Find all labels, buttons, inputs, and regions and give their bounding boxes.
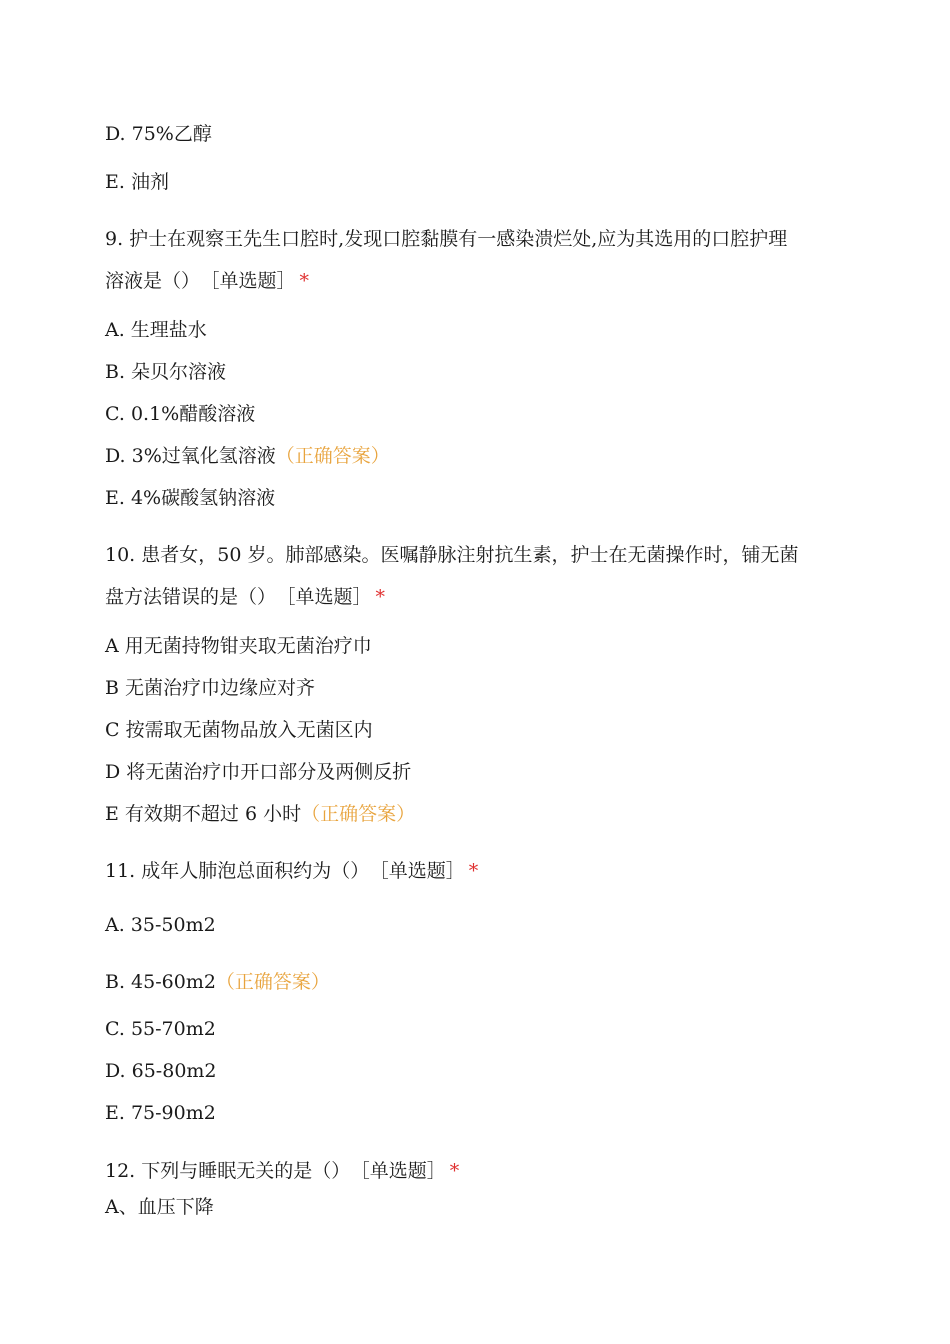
question-10 [105, 534, 845, 618]
question-text-line1: 9. 护士在观察王先生口腔时,发现口腔黏膜有一感染溃烂处,应为其选用的口腔护理 [105, 228, 788, 250]
question-type: ［单选题］ [379, 860, 465, 882]
option-q11-e[interactable] [105, 1099, 216, 1127]
option-text: E. 4%碳酸氢钠溶液 [105, 487, 276, 509]
option-q9-d[interactable] [105, 442, 390, 470]
option-q8-e[interactable] [105, 168, 169, 196]
required-asterisk: * [299, 270, 310, 292]
option-q9-b[interactable] [105, 358, 226, 386]
required-asterisk: * [449, 1160, 460, 1182]
option-q11-a[interactable] [105, 911, 216, 939]
option-q10-b[interactable] [105, 674, 315, 702]
question-type: ［单选题］ [286, 586, 372, 608]
question-9 [105, 218, 845, 302]
option-text: A 用无菌持物钳夹取无菌治疗巾 [105, 635, 372, 657]
option-text: D. 65-80m2 [105, 1060, 217, 1082]
option-q11-c[interactable] [105, 1015, 216, 1043]
correct-answer-tag: （正确答案） [301, 803, 416, 825]
option-q9-a[interactable] [105, 316, 207, 344]
correct-answer-tag: （正确答案） [215, 971, 330, 993]
question-11 [105, 857, 478, 885]
option-q8-d[interactable] [105, 120, 212, 148]
option-text: C. 55-70m2 [105, 1018, 216, 1040]
option-q9-e[interactable] [105, 484, 275, 512]
question-12 [105, 1157, 459, 1185]
option-text: E 有效期不超过 6 小时 [105, 803, 302, 825]
option-q12-a[interactable] [105, 1193, 214, 1221]
option-q10-a[interactable] [105, 632, 372, 660]
option-q10-e[interactable] [105, 800, 415, 828]
option-text: D 将无菌治疗巾开口部分及两侧反折 [105, 761, 412, 783]
option-q11-b[interactable] [105, 968, 330, 996]
option-q11-d[interactable] [105, 1057, 217, 1085]
option-text: D. 3%过氧化氢溶液 [105, 445, 276, 467]
option-q9-c[interactable] [105, 400, 255, 428]
question-text-line2: 溶液是（） ［单选题］ * [105, 270, 310, 292]
correct-answer-tag: （正确答案） [275, 445, 390, 467]
question-text-line1: 10. 患者女，50 岁。肺部感染。医嘱静脉注射抗生素，护士在无菌操作时，铺无菌 [105, 544, 799, 566]
option-text: E. 油剂 [105, 171, 169, 193]
question-text: 11. 成年人肺泡总面积约为（） [105, 860, 370, 882]
option-q10-d[interactable] [105, 758, 411, 786]
question-type: ［单选题］ [360, 1160, 446, 1182]
option-text: B 无菌治疗巾边缘应对齐 [105, 677, 316, 699]
option-text: E. 75-90m2 [105, 1102, 216, 1124]
required-asterisk: * [468, 860, 479, 882]
question-text: 12. 下列与睡眠无关的是（） [105, 1160, 351, 1182]
option-text: A. 生理盐水 [105, 319, 207, 341]
question-text-line2: 盘方法错误的是（） ［单选题］ * [105, 586, 386, 608]
option-text: A、血压下降 [105, 1196, 214, 1218]
option-text: C. 0.1%醋酸溶液 [105, 403, 256, 425]
option-text: B. 朵贝尔溶液 [105, 361, 227, 383]
question-type: ［单选题］ [210, 270, 296, 292]
option-text: A. 35-50m2 [105, 914, 216, 936]
option-text: B. 45-60m2 [105, 971, 216, 993]
option-text: D. 75%乙醇 [105, 123, 212, 145]
required-asterisk: * [375, 586, 386, 608]
option-text: C 按需取无菌物品放入无菌区内 [105, 719, 373, 741]
option-q10-c[interactable] [105, 716, 373, 744]
